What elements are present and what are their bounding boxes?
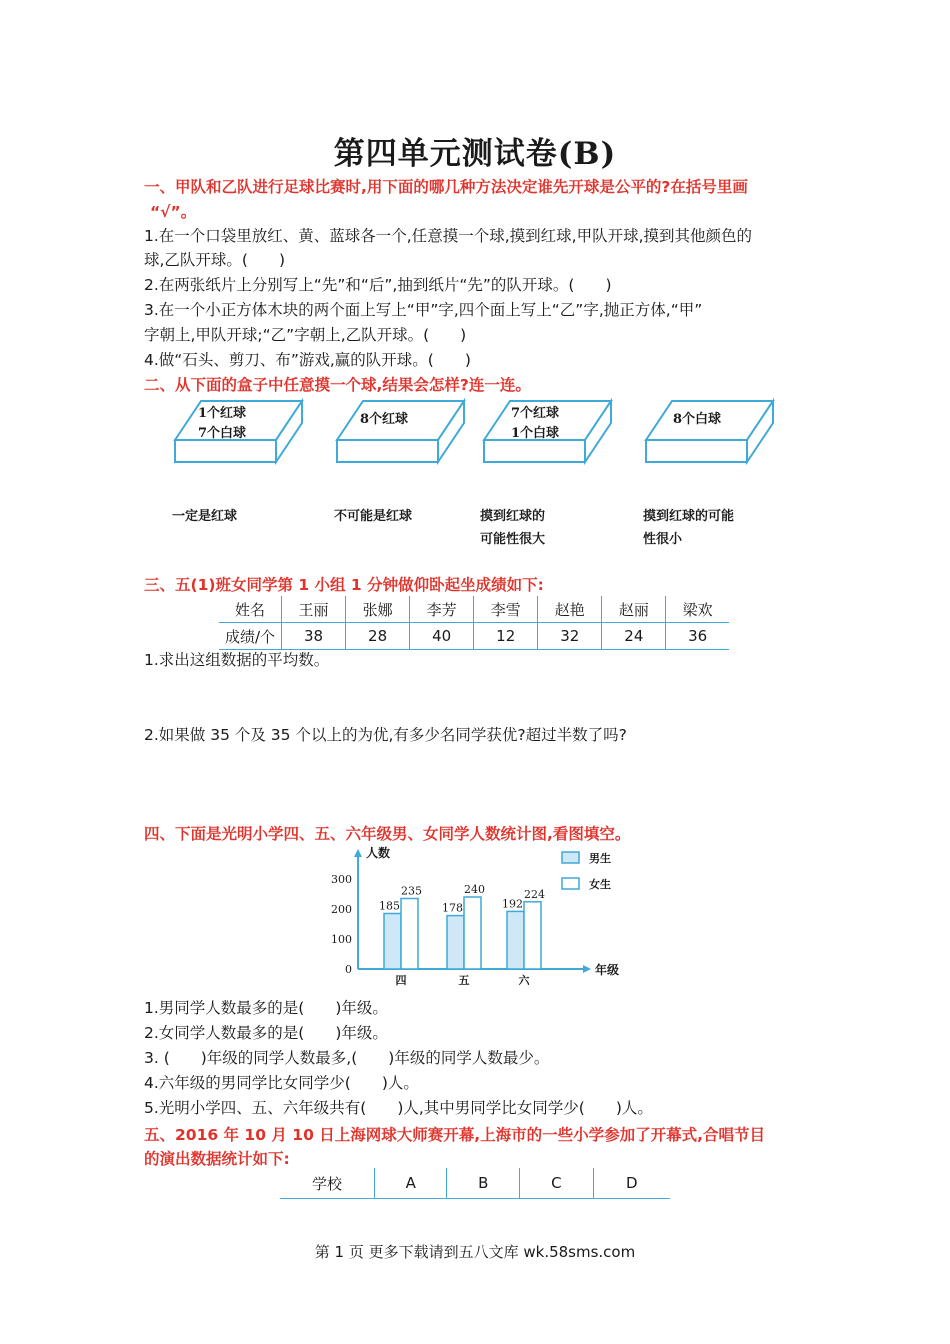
box-2-label xyxy=(360,410,408,430)
section1-q2: 2.在两张纸片上分别写上“先”和“后”,抽到纸片“先”的队开球。( ) xyxy=(144,276,612,294)
option-3-line2: 可能性很大 xyxy=(480,532,546,547)
bar-chart xyxy=(325,843,625,993)
name-cell: 张娜 xyxy=(346,596,410,623)
section5-heading: 五、2016 年 10 月 10 日上海网球大师赛开幕,上海市的一些小学参加了开幕式,合唱节目 xyxy=(144,1126,766,1144)
table-row-names xyxy=(219,596,729,623)
section1-heading: 一、甲队和乙队进行足球比赛时,用下面的哪几种方法决定谁先开球是公平的?在括号里画 xyxy=(144,178,748,196)
bar xyxy=(384,914,401,970)
y-axis-arrow xyxy=(354,849,362,857)
section4-q4: 4.六年级的男同学比女同学少( )人。 xyxy=(144,1074,419,1092)
score-cell: 40 xyxy=(410,623,474,650)
section1-q3-line1: 3.在一个小正方体木块的两个面上写上“甲”字,四个面上写上“乙”字,抛正方体,“甲” xyxy=(144,301,703,319)
section4-q2: 2.女同学人数最多的是( )年级。 xyxy=(144,1024,388,1042)
section1-q1-line1: 1.在一个口袋里放红、黄、蓝球各一个,任意摸一个球,摸到红球,甲队开球,摸到其他颜色的 xyxy=(144,227,752,245)
x-tick-label: 五 xyxy=(458,974,470,987)
box-3-line2: 1个白球 xyxy=(511,426,560,441)
legend-swatch xyxy=(562,852,579,863)
option-3 xyxy=(480,505,545,551)
bar-value-label: 224 xyxy=(524,887,545,901)
section1-q1-line2: 球,乙队开球。( ) xyxy=(144,251,286,269)
name-cell: 赵艳 xyxy=(538,596,602,623)
score-cell: 12 xyxy=(474,623,538,650)
row-label-school: 学校 xyxy=(280,1168,375,1199)
box-3-line1: 7个红球 xyxy=(511,406,560,421)
box-1-label xyxy=(198,404,246,444)
table-row-scores xyxy=(219,623,729,650)
score-cell: 32 xyxy=(538,623,602,650)
school-cell: C xyxy=(520,1168,594,1199)
table-row-header xyxy=(280,1168,670,1199)
bar-value-label: 235 xyxy=(401,884,422,898)
bar xyxy=(447,916,464,969)
section1-q4: 4.做“石头、剪刀、布”游戏,赢的队开球。( ) xyxy=(144,351,471,369)
name-cell: 王丽 xyxy=(282,596,346,623)
y-tick-label: 100 xyxy=(331,933,352,946)
name-cell: 梁欢 xyxy=(666,596,729,623)
bar xyxy=(464,897,481,969)
y-tick-label: 200 xyxy=(331,903,352,916)
section3-q1: 1.求出这组数据的平均数。 xyxy=(144,651,330,669)
school-cell: D xyxy=(593,1168,670,1199)
score-cell: 36 xyxy=(666,623,729,650)
legend-label: 女生 xyxy=(589,878,611,891)
name-cell: 李芳 xyxy=(410,596,474,623)
score-cell: 24 xyxy=(602,623,666,650)
option-4-line1: 摸到红球的可能 xyxy=(643,509,735,524)
score-table xyxy=(219,596,729,650)
x-axis-label: 年级 xyxy=(595,963,620,977)
y-tick-label: 300 xyxy=(331,873,352,886)
score-cell: 38 xyxy=(282,623,346,650)
x-tick-label: 六 xyxy=(518,974,530,987)
score-cell: 28 xyxy=(346,623,410,650)
box-1-line2: 7个白球 xyxy=(198,426,247,441)
section4-q1: 1.男同学人数最多的是( )年级。 xyxy=(144,999,388,1017)
row-label-name: 姓名 xyxy=(219,596,282,623)
bar-value-label: 192 xyxy=(502,897,523,911)
x-tick-label: 四 xyxy=(395,974,407,987)
section4-q5: 5.光明小学四、五、六年级共有( )人,其中男同学比女同学少( )人。 xyxy=(144,1099,653,1117)
box-1-line1: 1个红球 xyxy=(198,406,247,421)
section3-heading: 三、五(1)班女同学第 1 小组 1 分钟做仰卧起坐成绩如下: xyxy=(144,576,544,594)
box-2-line1: 8个红球 xyxy=(360,412,409,427)
legend-label: 男生 xyxy=(589,852,611,865)
option-3-line1: 摸到红球的 xyxy=(480,509,546,524)
bar-value-label: 185 xyxy=(379,899,400,913)
school-cell: A xyxy=(375,1168,447,1199)
bar-value-label: 240 xyxy=(464,883,485,896)
y-tick-label: 0 xyxy=(345,963,352,976)
name-cell: 李雪 xyxy=(474,596,538,623)
section1-heading-cont: “√”。 xyxy=(150,203,197,221)
option-2 xyxy=(334,505,412,528)
section5-heading-cont: 的演出数据统计如下: xyxy=(144,1150,290,1168)
school-table xyxy=(280,1168,670,1199)
x-axis-arrow xyxy=(583,965,591,973)
section4-q3: 3. ( )年级的同学人数最多,( )年级的同学人数最少。 xyxy=(144,1049,550,1067)
option-2-line1: 不可能是红球 xyxy=(334,509,413,524)
y-axis-label: 人数 xyxy=(366,846,391,860)
bar xyxy=(401,899,418,970)
option-4-line2: 性很小 xyxy=(643,532,683,547)
page-footer: 第 1 页 更多下载请到五八文库 wk.58sms.com xyxy=(314,1243,636,1261)
name-cell: 赵丽 xyxy=(602,596,666,623)
box-4-line1: 8个白球 xyxy=(673,412,722,427)
section1-q3-line2: 字朝上,甲队开球;“乙”字朝上,乙队开球。( ) xyxy=(144,326,467,344)
section4-heading: 四、下面是光明小学四、五、六年级男、女同学人数统计图,看图填空。 xyxy=(144,825,631,843)
ball-boxes xyxy=(165,395,795,470)
school-cell: B xyxy=(447,1168,520,1199)
row-label-score: 成绩/个 xyxy=(219,623,282,650)
legend-swatch xyxy=(562,878,579,889)
bar xyxy=(507,911,524,969)
option-1 xyxy=(172,505,237,528)
page-title: 第四单元测试卷(B) xyxy=(333,136,617,172)
box-3-label xyxy=(511,404,559,444)
bar xyxy=(524,902,541,969)
option-1-line1: 一定是红球 xyxy=(172,509,238,524)
bar-value-label: 178 xyxy=(442,901,463,915)
option-4 xyxy=(643,505,734,551)
box-4-label xyxy=(673,410,721,430)
section3-q2: 2.如果做 35 个及 35 个以上的为优,有多少名同学获优?超过半数了吗? xyxy=(144,726,627,744)
section2-heading: 二、从下面的盒子中任意摸一个球,结果会怎样?连一连。 xyxy=(144,376,531,394)
